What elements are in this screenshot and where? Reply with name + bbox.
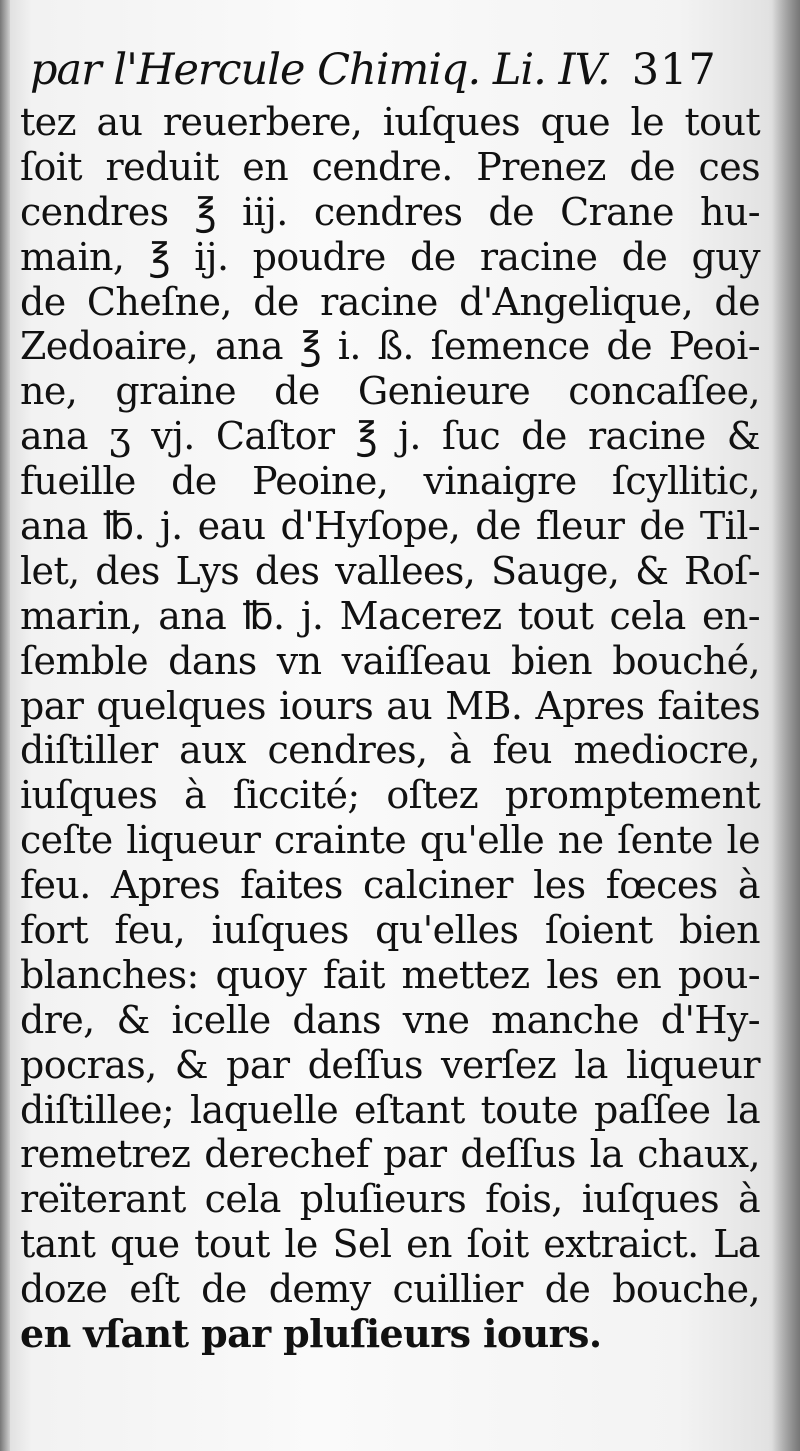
text-line: ſoit reduit en cendre. Prenez de ces: [20, 144, 760, 189]
text-line: fueille de Peoine, vinaigre ſcyllitic,: [20, 459, 760, 504]
text-line: doze eſt de demy cuillier de bouche,: [20, 1267, 760, 1312]
text-line: ne, graine de Genieure concaſſee,: [20, 369, 760, 414]
text-line: ana ℔. j. eau d'Hyſope, de fleur de Til-: [20, 504, 760, 549]
text-line: blanches: quoy fait mettez les en pou-: [20, 952, 760, 997]
page-edge-shadow: [772, 0, 800, 1451]
text-line: ſemble dans vn vaiſſeau bien bouché,: [20, 638, 760, 683]
text-line: ceſte liqueur crainte qu'elle ne ſente le: [20, 818, 760, 863]
text-line: remetrez derechef par deſſus la chaux,: [20, 1132, 760, 1177]
text-line: fort feu, iuſques qu'elles ſoient bien: [20, 908, 760, 953]
text-line: reïterant cela pluſieurs fois, iuſques à: [20, 1177, 760, 1222]
text-line: dre, & icelle dans vne manche d'Hy-: [20, 997, 760, 1042]
body-text: [20, 100, 760, 1357]
running-head: par l'Hercule Chimiq. Li. IV.: [30, 45, 610, 95]
text-line: ana ʒ vj. Caſtor ℥ j. ſuc de racine &: [20, 414, 760, 459]
text-line: de Cheſne, de racine d'Angelique, de: [20, 279, 760, 324]
text-line: par quelques iours au MB. Apres faites: [20, 683, 760, 728]
text-line: let, des Lys des vallees, Sauge, & Roſ-: [20, 548, 760, 593]
text-line: feu. Apres faites calciner les fœces à: [20, 863, 760, 908]
text-line: iuſques à ſiccité; oſtez promptement: [20, 773, 760, 818]
text-line: tez au reuerbere, iuſques que le tout: [20, 100, 760, 144]
text-line-last: en vſant par pluſieurs iours.: [20, 1311, 602, 1357]
text-line: Zedoaire, ana ℥ i. ß. ſemence de Peoi-: [20, 324, 760, 369]
gutter-shadow: [0, 0, 10, 1451]
page-text: [20, 40, 760, 1357]
text-line: marin, ana ℔. j. Macerez tout cela en-: [20, 593, 760, 638]
page-header: [20, 40, 760, 100]
page-number: 317: [631, 45, 717, 95]
text-line: diſtillee; laquelle eſtant toute paſſee la: [20, 1087, 760, 1132]
text-line: main, ℥ ij. poudre de racine de guy: [20, 234, 760, 279]
text-line: pocras, & par deſſus verſez la liqueur: [20, 1042, 760, 1087]
text-line: cendres ℥ iij. cendres de Crane hu-: [20, 189, 760, 234]
text-line: tant que tout le Sel en ſoit extraict. La: [20, 1222, 760, 1267]
text-line: diſtiller aux cendres, à feu mediocre,: [20, 728, 760, 773]
